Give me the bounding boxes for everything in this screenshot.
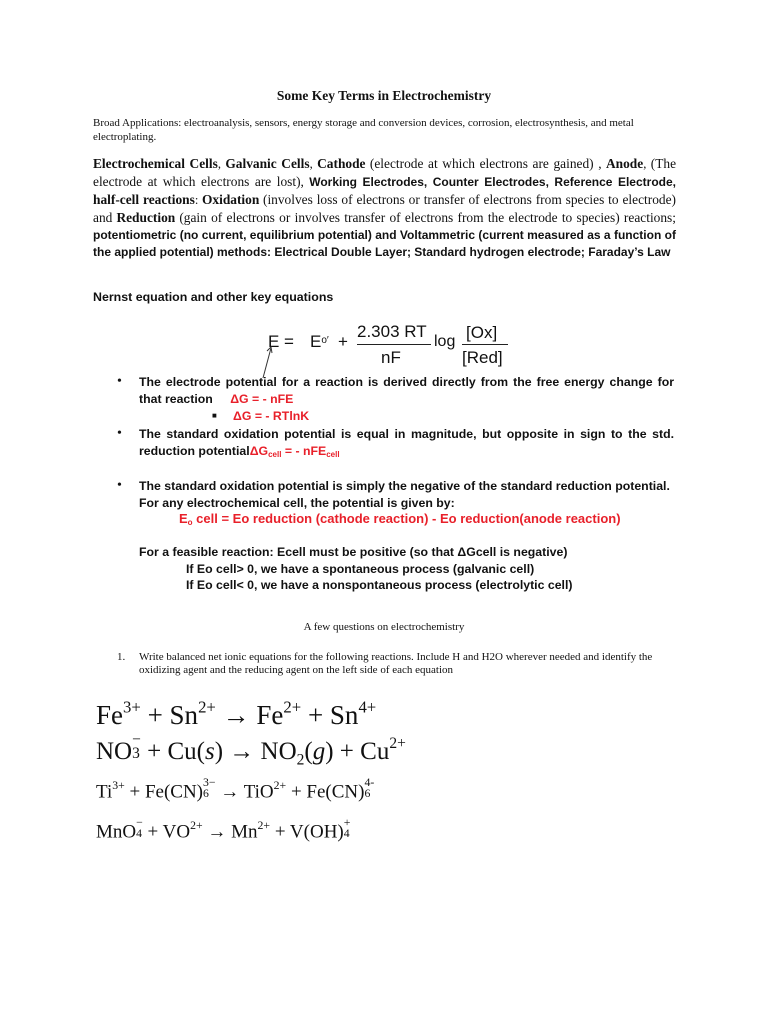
nernst-E0-letter: E [310, 332, 322, 351]
bullet-icon: • [117, 426, 122, 441]
bullet-free-energy [139, 374, 674, 408]
term-electrodes: Working Electrodes, Counter Electrodes, Reference Electrode, [309, 175, 676, 189]
term-potentiometric: potentiometric (no current, equilibrium potential) and Voltammetric (current measured as a function of the applied potential) methods: Electrical Double Layer; [93, 228, 676, 259]
e-cell-rest: cell = Eo reduction (cathode reaction) - Eo reduction(anode reaction) [192, 511, 621, 526]
nernst-equation [268, 320, 518, 372]
nernst-fraction-bar [357, 344, 431, 345]
delta-g-nfe: ΔG = - nFE [230, 392, 294, 406]
reaction-2: NO − 3 + $Cu(s) \to NO_2(g) + Cu^{2+}$ [96, 731, 406, 769]
reaction-4: MnO − 4 + $VO^{2+} \to Mn^{2+} + V(OH)$ + 4 [96, 816, 351, 843]
term-electrochemical-cells: Electrochemical Cells [93, 156, 218, 171]
standard-oxidation-line: The standard oxidation potential is simply the negative of the standard reduction potential. [139, 479, 670, 493]
term-cathode: Cathode [317, 156, 366, 171]
feasible-reaction: For a feasible reaction: Ecell must be positive (so that ΔGcell is negative) [139, 545, 568, 559]
nernst-log: log [434, 333, 456, 350]
delta-g-cell-equation [250, 444, 340, 458]
reaction-3: $Ti^{3+} + Fe(CN)$ 3− 6 → TiO$^{2+}$ + Fe(CN) 4- 6 [96, 776, 375, 803]
term-standard-hydrogen: Standard hydrogen electrode; Faraday’s Law [414, 245, 671, 259]
nernst-red: [Red] [462, 348, 503, 367]
cell-subscript: cell [268, 450, 282, 459]
oxidation-potential-text: The standard oxidation potential is equal in magnitude, but opposite in sign to the std. reduction potential [139, 427, 674, 458]
nernst-E: E = [268, 332, 294, 351]
e-symbol: E [179, 511, 188, 526]
free-energy-text: The electrode potential for a reaction is derived directly from the free energy change for that reaction [139, 375, 674, 406]
question-number: 1. [117, 651, 126, 663]
delta-g-symbol: ΔG [249, 444, 269, 458]
bullet-icon: • [117, 374, 122, 389]
term-oxidation: Oxidation [202, 192, 260, 207]
cell-subscript: cell [326, 450, 340, 459]
nernst-E0-superscript: o′ [321, 335, 329, 346]
nernst-plus: + [338, 332, 348, 351]
delta-g-rtlnk: ΔG = - RTlnK [233, 409, 310, 423]
question-text: Write balanced net ionic equations for the following reactions. Include H and H2O wherever needed and identify the oxidizing agent and the reducing agent on the left side of each equation [139, 651, 653, 676]
broad-applications: Broad Applications: electroanalysis, sensors, energy storage and conversion devices, corrosion, electrosynthesis, and metal electroplating. [93, 117, 634, 143]
oxidation-definition: (involves loss of electrons or transfer of electrons from species to electrode) and [93, 192, 676, 225]
term-anode: Anode [605, 156, 644, 171]
questions-heading: A few questions on electrochemistry [303, 621, 465, 633]
bullet-oxidation-potential [139, 426, 674, 463]
e-cell-equation [179, 511, 621, 527]
nernst-ox: [Ox] [466, 323, 498, 342]
reaction-1: $Fe^{3+} + Sn^{2+} \to Fe^{2+} + Sn^{4+}$ [96, 697, 377, 730]
nernst-denominator: nF [381, 348, 401, 367]
term-half-cell: half-cell reactions [93, 192, 195, 207]
nfe-term: = - nFE [281, 444, 327, 458]
spontaneous-condition: If Eo cell> 0, we have a spontaneous process (galvanic cell) [186, 562, 535, 576]
key-terms-paragraph: Electrochemical Cells, Galvanic Cells, Cathode (electrode at which electrons are gained) , Anode, (The electrode at which electrons are lost), Working Electrodes, Counter Electrodes, Reference Electrode, half-cell reactions: Oxidation (involves loss of electrons or transfer of electrons from species to electrode) and Reduction (gain of electrons or involves transfer of electrons from the electrode to species) reactions; potentiometric (no current, equilibrium potential) and Voltammetric (current measured as a function of the applied potential) methods: Electrical Double Layer; Standard hydrogen electrode; Faraday’s Law [93, 156, 677, 259]
document-title: Some Key Terms in Electrochemistry [276, 88, 492, 103]
anode-definition: (The electrode at which electrons are lost), [93, 156, 677, 189]
o-subscript: o [187, 518, 193, 527]
term-reduction: Reduction [116, 210, 176, 225]
bullet-icon: • [117, 478, 122, 493]
nernst-numerator: 2.303 RT [357, 322, 427, 341]
reduction-definition: (gain of electrons or involves transfer of electrons from the electrode to species) reactions; [179, 210, 676, 225]
cell-potential-line: For any electrochemical cell, the potential is given by: [139, 496, 455, 510]
nernst-heading: Nernst equation and other key equations [93, 290, 334, 304]
square-bullet-icon: ■ [212, 411, 217, 420]
cathode-definition: (electrode at which electrons are gained) , [369, 156, 602, 171]
nonspontaneous-condition: If Eo cell< 0, we have a nonspontaneous process (electrolytic cell) [186, 578, 573, 592]
nernst-log-bar [462, 344, 508, 345]
nernst-E0 [310, 332, 329, 352]
bullet-standard-oxidation [139, 478, 674, 512]
term-galvanic-cells: Galvanic Cells [225, 156, 310, 171]
